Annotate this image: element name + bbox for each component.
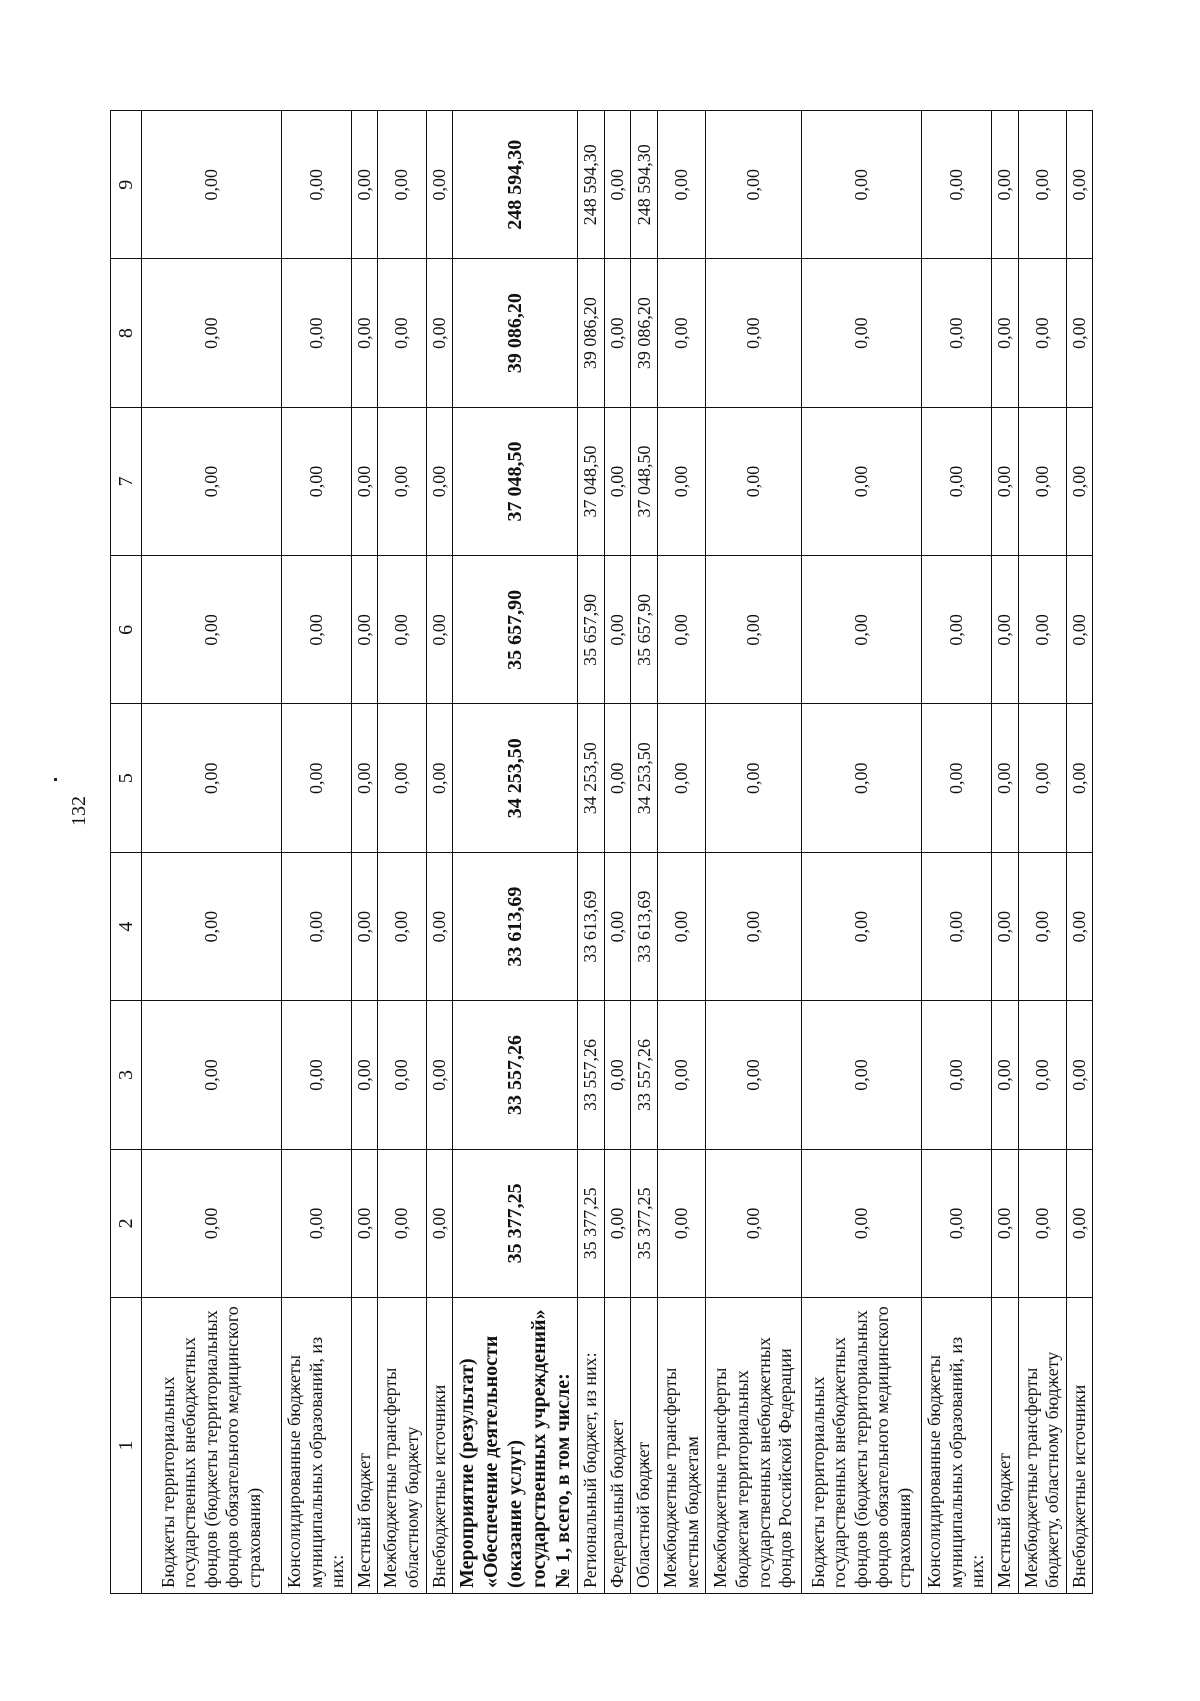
value-cell: 0,00 [426, 111, 453, 259]
value-cell: 0,00 [282, 556, 352, 704]
table-row [1066, 111, 1093, 1594]
row-label: Межбюджетные трансферты бюджету, областному бюджету [1018, 1298, 1066, 1594]
value-cell: 0,00 [604, 1149, 631, 1297]
value-cell: 0,00 [1018, 852, 1066, 1000]
value-cell: 0,00 [378, 556, 426, 704]
value-cell: 34 253,50 [453, 704, 578, 852]
value-cell: 0,00 [378, 1001, 426, 1149]
value-cell: 0,00 [142, 556, 282, 704]
value-cell: 35 657,90 [453, 556, 578, 704]
value-cell: 0,00 [1018, 111, 1066, 259]
table-row [453, 111, 578, 1594]
value-cell: 0,00 [991, 259, 1018, 407]
table-row [378, 111, 426, 1594]
value-cell: 0,00 [282, 259, 352, 407]
value-cell: 0,00 [378, 852, 426, 1000]
value-cell: 0,00 [604, 1001, 631, 1149]
value-cell: 0,00 [351, 556, 378, 704]
row-label: Местный бюджет [991, 1298, 1018, 1594]
column-header: 4 [111, 852, 142, 1000]
value-cell: 0,00 [282, 852, 352, 1000]
value-cell: 0,00 [657, 556, 705, 704]
value-cell: 0,00 [1066, 407, 1093, 555]
value-cell: 33 613,69 [631, 852, 658, 1000]
value-cell: 0,00 [706, 556, 802, 704]
value-cell: 0,00 [1018, 1149, 1066, 1297]
table-row [1018, 111, 1066, 1594]
value-cell: 0,00 [991, 1149, 1018, 1297]
value-cell: 0,00 [1018, 407, 1066, 555]
value-cell: 0,00 [802, 852, 922, 1000]
value-cell: 0,00 [991, 704, 1018, 852]
value-cell: 0,00 [1018, 704, 1066, 852]
value-cell: 0,00 [351, 852, 378, 1000]
value-cell: 0,00 [426, 1001, 453, 1149]
value-cell: 0,00 [1066, 1001, 1093, 1149]
value-cell: 0,00 [282, 1149, 352, 1297]
value-cell: 0,00 [922, 1001, 992, 1149]
column-header: 3 [111, 1001, 142, 1149]
value-cell: 0,00 [351, 259, 378, 407]
row-label: Местный бюджет [351, 1298, 378, 1594]
budget-table [110, 110, 1093, 1594]
value-cell: 0,00 [378, 407, 426, 555]
value-cell: 35 377,25 [453, 1149, 578, 1297]
value-cell: 0,00 [922, 1149, 992, 1297]
value-cell: 33 613,69 [578, 852, 605, 1000]
value-cell: 0,00 [378, 1149, 426, 1297]
value-cell: 0,00 [991, 852, 1018, 1000]
row-label: Бюджеты территориальных государственных внебюджетных фондов (бюджеты территориальных фондов обязательного медицинского страхования) [142, 1298, 282, 1594]
value-cell: 0,00 [922, 259, 992, 407]
value-cell: 0,00 [282, 111, 352, 259]
row-label: Консолидированные бюджеты муниципальных образований, из них: [922, 1298, 992, 1594]
value-cell: 0,00 [1066, 704, 1093, 852]
value-cell: 0,00 [657, 704, 705, 852]
value-cell: 33 557,26 [453, 1001, 578, 1149]
value-cell: 0,00 [802, 704, 922, 852]
value-cell: 0,00 [1066, 111, 1093, 259]
table-row [426, 111, 453, 1594]
value-cell: 0,00 [1018, 556, 1066, 704]
value-cell: 0,00 [657, 852, 705, 1000]
value-cell: 0,00 [802, 1001, 922, 1149]
value-cell: 0,00 [426, 852, 453, 1000]
value-cell: 0,00 [426, 1149, 453, 1297]
value-cell: 0,00 [706, 111, 802, 259]
table-body [142, 111, 1093, 1594]
value-cell: 0,00 [378, 111, 426, 259]
table-row [578, 111, 605, 1594]
value-cell: 0,00 [657, 259, 705, 407]
value-cell: 0,00 [426, 407, 453, 555]
value-cell: 35 657,90 [578, 556, 605, 704]
value-cell: 0,00 [802, 111, 922, 259]
value-cell: 34 253,50 [631, 704, 658, 852]
value-cell: 0,00 [1066, 556, 1093, 704]
row-label: Межбюджетные трансферты областному бюджету [378, 1298, 426, 1594]
value-cell: 0,00 [351, 407, 378, 555]
table-row [282, 111, 352, 1594]
row-label: Консолидированные бюджеты муниципальных образований, из них: [282, 1298, 352, 1594]
row-label: Региональный бюджет, из них: [578, 1298, 605, 1594]
value-cell: 0,00 [142, 1149, 282, 1297]
value-cell: 0,00 [351, 1149, 378, 1297]
value-cell: 0,00 [706, 407, 802, 555]
row-label: Межбюджетные трансферты местным бюджетам [657, 1298, 705, 1594]
value-cell: 33 613,69 [453, 852, 578, 1000]
column-header: 2 [111, 1149, 142, 1297]
page-number: 132 [68, 796, 90, 826]
value-cell: 0,00 [657, 111, 705, 259]
table-row [351, 111, 378, 1594]
value-cell: 34 253,50 [578, 704, 605, 852]
value-cell: 0,00 [1066, 259, 1093, 407]
value-cell: 0,00 [142, 852, 282, 1000]
value-cell: 0,00 [706, 1001, 802, 1149]
column-header: 6 [111, 556, 142, 704]
row-label: Бюджеты территориальных государственных внебюджетных фондов (бюджеты территориальных фондов обязательного медицинского страхования) [802, 1298, 922, 1594]
rotated-table-wrapper [110, 110, 1089, 1594]
value-cell: 0,00 [991, 111, 1018, 259]
value-cell: 0,00 [657, 1001, 705, 1149]
value-cell: 0,00 [426, 556, 453, 704]
value-cell: 248 594,30 [578, 111, 605, 259]
value-cell: 0,00 [922, 407, 992, 555]
value-cell: 0,00 [706, 704, 802, 852]
value-cell: 0,00 [1066, 852, 1093, 1000]
table-row [802, 111, 922, 1594]
value-cell: 39 086,20 [578, 259, 605, 407]
column-header: 8 [111, 259, 142, 407]
value-cell: 0,00 [604, 852, 631, 1000]
row-label: Внебюджетные источники [426, 1298, 453, 1594]
row-label: Внебюджетные источники [1066, 1298, 1093, 1594]
value-cell: 0,00 [922, 704, 992, 852]
column-header: 1 [111, 1298, 142, 1594]
value-cell: 0,00 [282, 407, 352, 555]
value-cell: 0,00 [991, 1001, 1018, 1149]
value-cell: 0,00 [991, 407, 1018, 555]
value-cell: 0,00 [802, 1149, 922, 1297]
scan-speck [54, 778, 57, 781]
value-cell: 35 377,25 [631, 1149, 658, 1297]
value-cell: 0,00 [657, 1149, 705, 1297]
value-cell: 0,00 [142, 111, 282, 259]
value-cell: 0,00 [1066, 1149, 1093, 1297]
value-cell: 39 086,20 [453, 259, 578, 407]
row-label: Мероприятие (результат) «Обеспечение деятельности (оказание услуг) государственных учреждений» № 1, всего, в том числе: [453, 1298, 578, 1594]
table-row [922, 111, 992, 1594]
value-cell: 0,00 [604, 704, 631, 852]
row-label: Межбюджетные трансферты бюджетам территориальных государственных внебюджетных фондов Российской Федерации [706, 1298, 802, 1594]
value-cell: 37 048,50 [631, 407, 658, 555]
column-header: 7 [111, 407, 142, 555]
value-cell: 35 377,25 [578, 1149, 605, 1297]
table-row [631, 111, 658, 1594]
value-cell: 248 594,30 [453, 111, 578, 259]
value-cell: 0,00 [922, 852, 992, 1000]
row-label: Областной бюджет [631, 1298, 658, 1594]
value-cell: 0,00 [142, 1001, 282, 1149]
value-cell: 0,00 [604, 111, 631, 259]
value-cell: 0,00 [706, 1149, 802, 1297]
value-cell: 0,00 [142, 259, 282, 407]
value-cell: 0,00 [604, 259, 631, 407]
table-row [604, 111, 631, 1594]
value-cell: 39 086,20 [631, 259, 658, 407]
value-cell: 0,00 [282, 704, 352, 852]
value-cell: 0,00 [922, 556, 992, 704]
value-cell: 0,00 [604, 556, 631, 704]
header-row [111, 111, 142, 1594]
value-cell: 0,00 [426, 704, 453, 852]
value-cell: 0,00 [922, 111, 992, 259]
value-cell: 0,00 [142, 407, 282, 555]
column-header: 9 [111, 111, 142, 259]
row-label: Федеральный бюджет [604, 1298, 631, 1594]
value-cell: 0,00 [802, 259, 922, 407]
value-cell: 0,00 [351, 704, 378, 852]
value-cell: 0,00 [282, 1001, 352, 1149]
value-cell: 0,00 [802, 407, 922, 555]
table-row [991, 111, 1018, 1594]
value-cell: 0,00 [426, 259, 453, 407]
value-cell: 37 048,50 [453, 407, 578, 555]
value-cell: 0,00 [378, 259, 426, 407]
value-cell: 0,00 [604, 407, 631, 555]
value-cell: 0,00 [1018, 1001, 1066, 1149]
value-cell: 0,00 [1018, 259, 1066, 407]
value-cell: 0,00 [706, 259, 802, 407]
value-cell: 0,00 [706, 852, 802, 1000]
table-row [657, 111, 705, 1594]
value-cell: 37 048,50 [578, 407, 605, 555]
value-cell: 248 594,30 [631, 111, 658, 259]
value-cell: 33 557,26 [631, 1001, 658, 1149]
value-cell: 0,00 [657, 407, 705, 555]
value-cell: 0,00 [142, 704, 282, 852]
value-cell: 0,00 [351, 111, 378, 259]
value-cell: 0,00 [991, 556, 1018, 704]
column-header: 5 [111, 704, 142, 852]
table-row [706, 111, 802, 1594]
value-cell: 0,00 [351, 1001, 378, 1149]
value-cell: 0,00 [378, 704, 426, 852]
value-cell: 33 557,26 [578, 1001, 605, 1149]
table-row [142, 111, 282, 1594]
value-cell: 35 657,90 [631, 556, 658, 704]
value-cell: 0,00 [802, 556, 922, 704]
